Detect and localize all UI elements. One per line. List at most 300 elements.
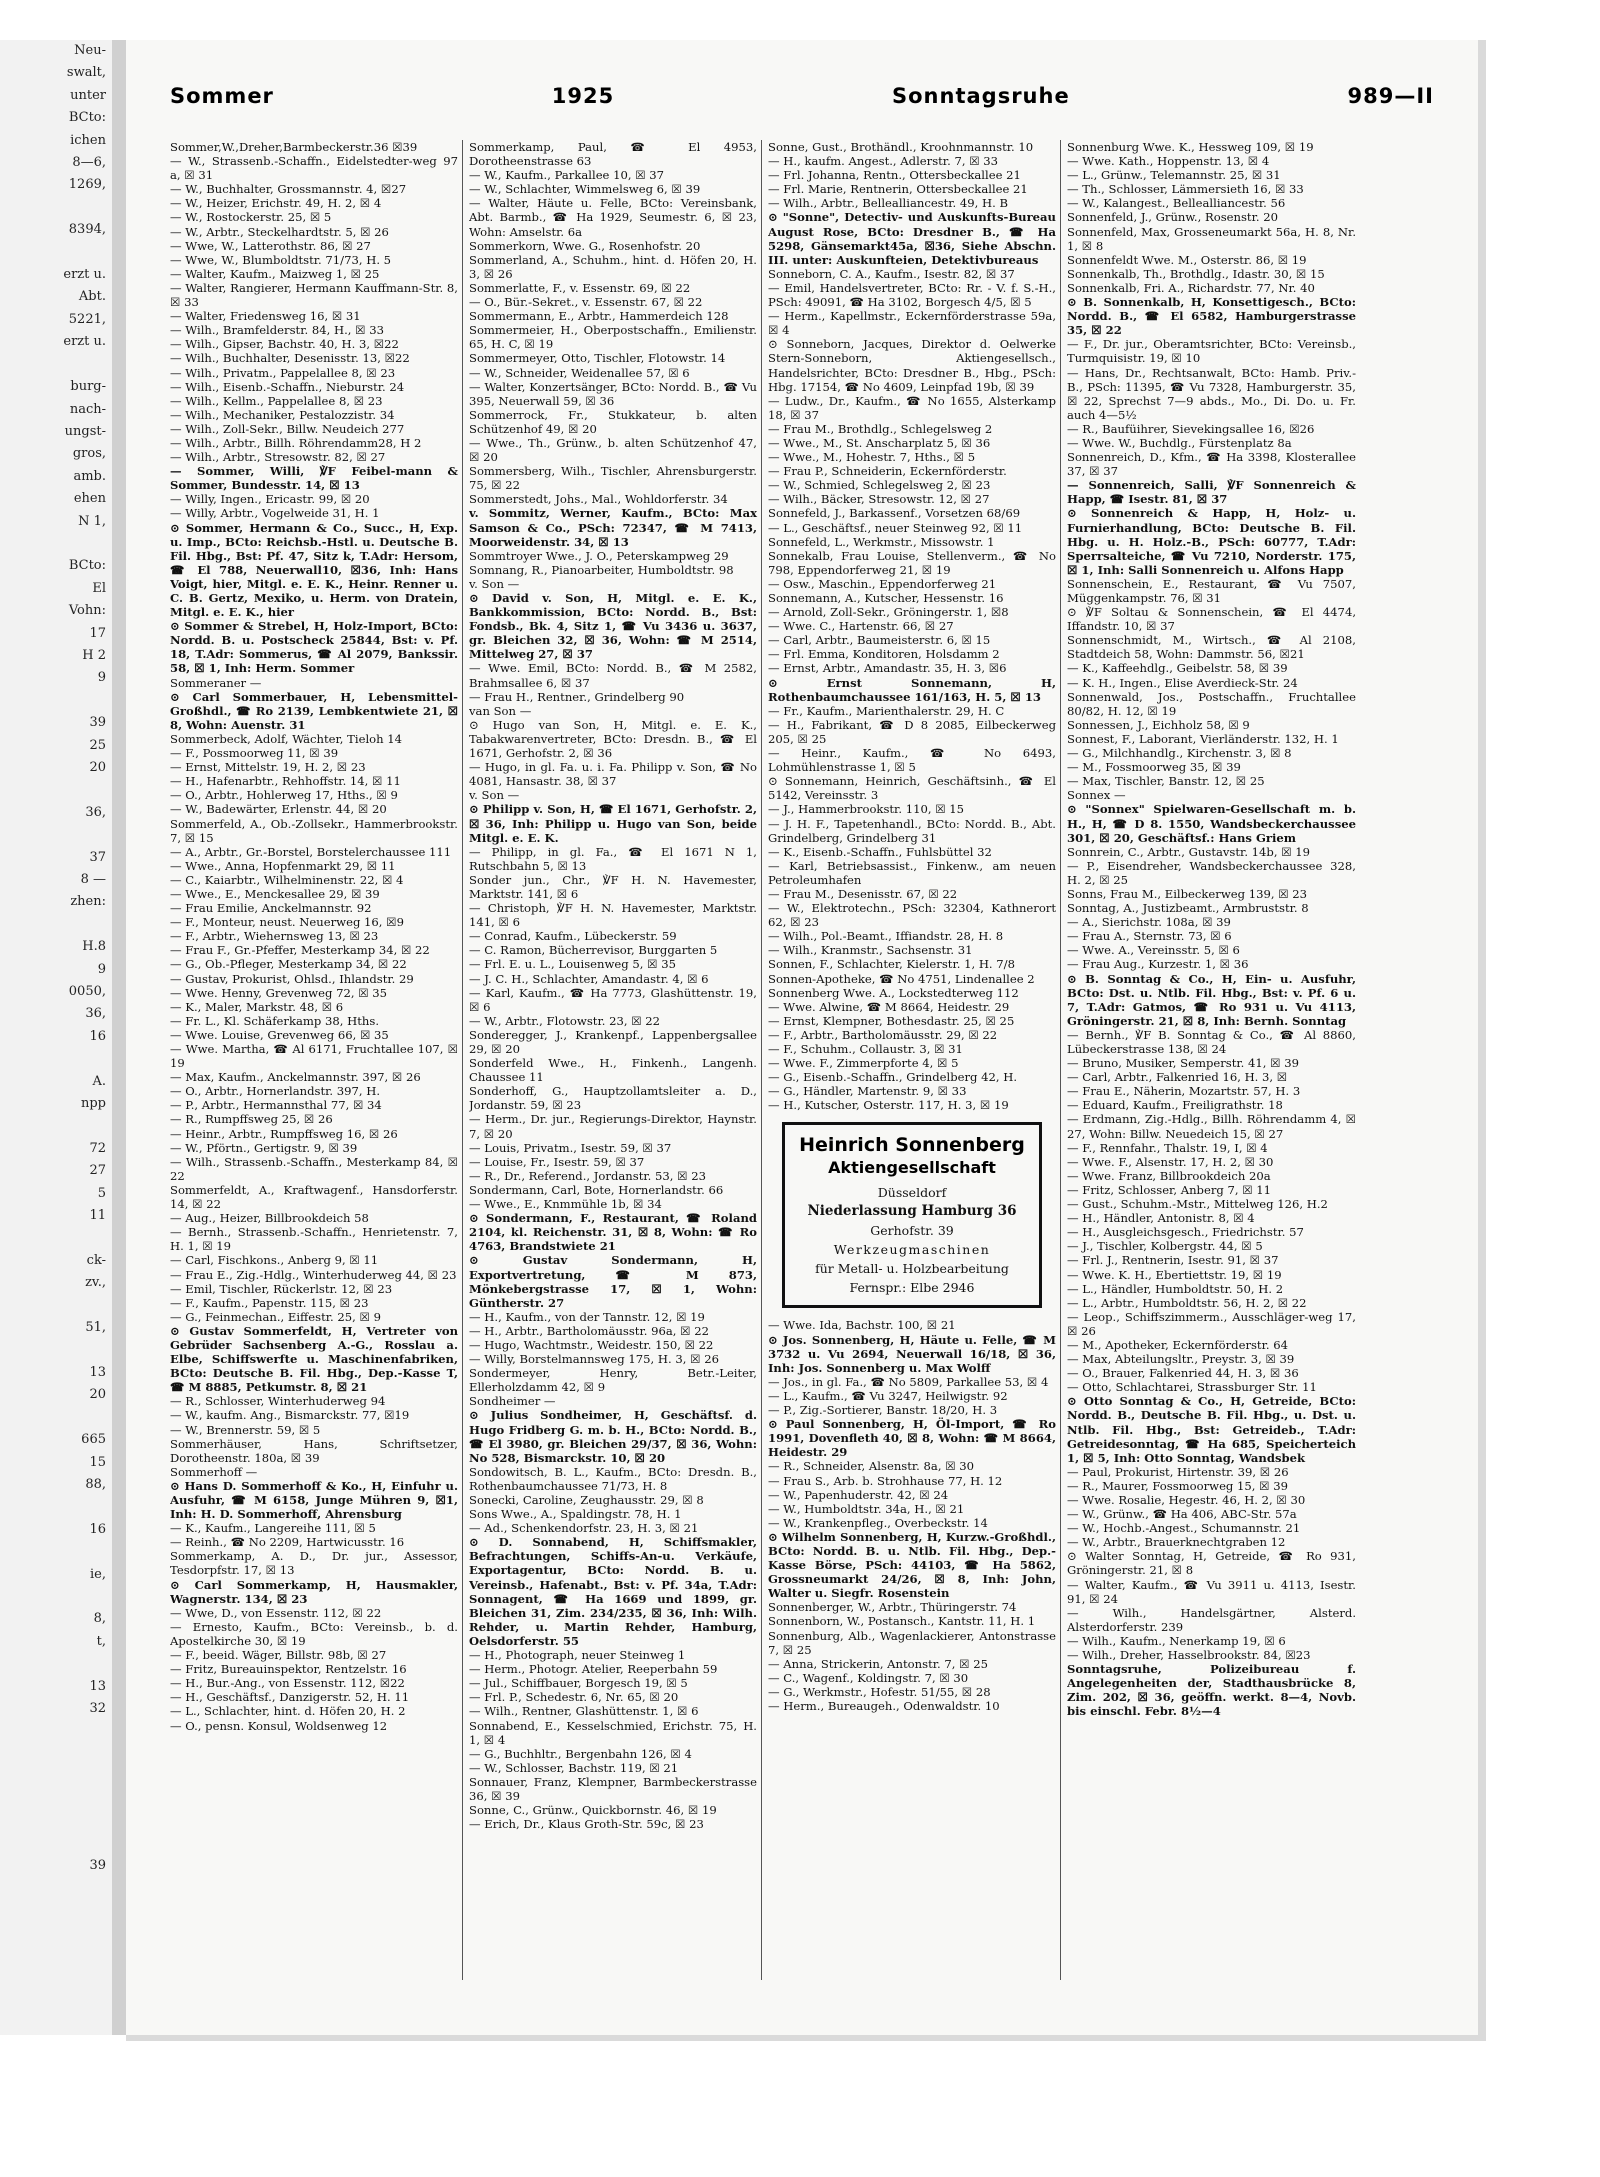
directory-entry: — G., Händler, Martenstr. 9, ☒ 33 (768, 1084, 967, 1099)
left-page-fragment: 32 (89, 1701, 106, 1717)
head-page-number: 989—II (1347, 84, 1434, 108)
directory-entry: Sonnenschein, E., Restaurant, ☎ Vu 7507, Müggenkampstr. 76, ☒ 31 (1067, 576, 1356, 605)
directory-entry: Sommerrock, Fr., Stukkateur, b. alten Schützenhof 49, ☒ 20 (469, 407, 757, 436)
left-page-edge (0, 40, 118, 2035)
directory-entry: — Wwe. Alwine, ☎ M 8664, Heidestr. 29 (768, 999, 1010, 1014)
directory-entry: — W., Heizer, Erichstr. 49, H. 2, ☒ 4 (170, 196, 382, 211)
directory-entry: — F., Monteur, neust. Neuerweg 16, ☒9 (170, 915, 404, 930)
left-page-fragment: Neu- (74, 43, 106, 58)
left-page-fragment: 13 (89, 1678, 106, 1694)
directory-entry: — Willy, Ingen., Ericastr. 99, ☒ 20 (170, 492, 370, 507)
left-page-fragment: 8394, (68, 222, 106, 238)
directory-entry: — Wilh., Kranmstr., Sachsenstr. 31 (768, 943, 973, 958)
directory-entry: — Wwe. Emil, BCto: Nordd. B., ☎ M 2582, Brahmsallee 6, ☒ 37 (469, 661, 757, 690)
directory-entry: — Frau S., Arb. b. Strohhause 77, H. 12 (768, 1473, 1003, 1488)
directory-entry: Sondowitsch, B. L., Kaufm., BCto: Dresdn. B., Rothenbaumchaussee 71/73, H. 8 (469, 1464, 757, 1493)
directory-entry: — G., Ob.-Pfleger, Mesterkamp 34, ☒ 22 (170, 957, 407, 972)
directory-entry: — W., Brennerstr. 59, ☒ 5 (170, 1422, 321, 1437)
directory-entry: — O., pensn. Konsul, Woldsenweg 12 (170, 1718, 388, 1733)
directory-entry: — Otto, Schlachtarei, Strassburger Str. 11 (1067, 1380, 1317, 1395)
directory-entry: — Walter, Häute u. Felle, BCto: Vereinsbank, Abt. Barmb., ☎ Ha 1929, Seumestr. 6, ☒ 23, Wohn: Amselstr. 6a (469, 196, 757, 239)
directory-entry: — Wilh., Eisenb.-Schaffn., Nieburstr. 24 (170, 379, 405, 394)
directory-entry: — Wwe., E., Knmmühle 1b, ☒ 34 (469, 1197, 662, 1212)
directory-entry: — R., Schlosser, Winterhuderweg 94 (170, 1394, 386, 1409)
directory-entry: — Anna, Strickerin, Antonstr. 7, ☒ 25 (768, 1656, 988, 1671)
left-page-fragment: 665 (81, 1432, 106, 1448)
directory-entry: — Wwe. F., Zimmerpforte 4, ☒ 5 (768, 1056, 959, 1071)
left-page-fragment: burg- (70, 379, 106, 395)
directory-page (126, 40, 1486, 2041)
left-page-fragment (0, 1788, 112, 1810)
left-page-fragment: 16 (89, 1521, 106, 1537)
directory-entry: Sonnenburg, Alb., Wagenlackierer, Antonstrasse 7, ☒ 25 (768, 1628, 1056, 1657)
directory-entry: — P., Eisendreher, Wandsbeckerchaussee 328, H. 2, ☒ 25 (1067, 858, 1356, 887)
directory-entry: — H., kaufm. Angest., Adlerstr. 7, ☒ 33 (768, 154, 999, 169)
left-page-fragment: ehen (73, 491, 106, 507)
directory-entry: — Osw., Maschin., Eppendorferweg 21 (768, 576, 997, 591)
directory-entry: — W., Arbtr., Brauerknechtgraben 12 (1067, 1535, 1286, 1550)
left-page-fragment: ck- (86, 1252, 106, 1268)
directory-entry: — F., Schuhm., Collaustr. 3, ☒ 31 (768, 1042, 963, 1056)
directory-entry: — Herm., Dr. jur., Regierungs-Direktor, Haynstr. 7, ☒ 20 (469, 1112, 757, 1141)
left-page-fragment (0, 1765, 112, 1787)
directory-entry: — Frau M., Desenisstr. 67, ☒ 22 (768, 886, 958, 901)
directory-entry: — Fr. L., Kl. Schäferkamp 38, Hths. (170, 1013, 379, 1028)
left-page-fragment: 88, (85, 1477, 106, 1492)
directory-entry: ⊙ ℣F Soltau & Sonnenschein, ☎ El 4474, Iffandstr. 10, ☒ 37 (1067, 605, 1356, 634)
directory-entry: Sommerkorn, Wwe. G., Rosenhofstr. 20 (469, 238, 701, 253)
left-page-fragment: 9 (97, 670, 106, 686)
directory-entry: — R., Schneider, Alsenstr. 8a, ☒ 30 (768, 1459, 975, 1474)
directory-entry: — H., Kaufm., von der Tannstr. 12, ☒ 19 (469, 1309, 705, 1324)
directory-column-1 (170, 140, 463, 1980)
directory-entry: — W., Kalangest., Bellealliancestr. 56 (1067, 196, 1286, 211)
directory-entry: — F., Arbtr., Bartholomäusstr. 29, ☒ 22 (768, 1027, 998, 1042)
directory-entry: Sommerbeck, Adolf, Wächter, Tieloh 14 (170, 731, 403, 746)
ad-usage: für Metall- u. Holzbearbeitung (815, 1261, 1009, 1277)
left-page-fragment: zhen: (70, 894, 106, 910)
directory-entry: Sonder jun., Chr., ℣F H. N. Havemester, Marktstr. 141, ☒ 6 (469, 872, 757, 901)
directory-entry: — Arnold, Zoll-Sekr., Gröningerstr. 1, ☒8 (768, 605, 1009, 620)
directory-entry: — Wwe, W., Blumboldtstr. 71/73, H. 5 (170, 252, 392, 267)
left-page-fragment: ungst- (64, 423, 106, 439)
directory-entry: — Wilh., Rentner, Glashüttenstr. 1, ☒ 6 (469, 1704, 699, 1719)
directory-entry: Sonnest, F., Laborant, Vierländerstr. 132, H. 1 (1067, 731, 1339, 746)
directory-entry: — Fritz, Bureauinspektor, Rentzelstr. 16 (170, 1662, 407, 1677)
ad-product: Werkzeugmaschinen (833, 1242, 991, 1258)
directory-entry: — A., Sierichstr. 108a, ☒ 39 (1067, 915, 1231, 930)
directory-entry: — K., Kaffeehdlg., Geibelstr. 58, ☒ 39 (1067, 661, 1288, 676)
directory-entry: — R., Baufüihrer, Sievekingsallee 16, ☒26 (1067, 421, 1315, 436)
left-page-fragment: 9 (97, 961, 106, 977)
directory-entry: Sonnex — (1067, 788, 1126, 803)
left-page-fragment: t, (96, 1633, 106, 1649)
directory-entry: — Wwe. Ida, Bachstr. 100, ☒ 21 (768, 1318, 956, 1333)
left-page-fragment: 0050, (68, 984, 106, 1000)
directory-entry: Sonnefeld, L., Werkmstr., Missowstr. 1 (768, 534, 995, 549)
left-page-fragment: ie, (90, 1566, 106, 1582)
directory-entry: — W., Humboldtstr. 34a, H., ☒ 21 (768, 1501, 965, 1516)
directory-entry: — Wwe., M., Hohestr. 7, Hths., ☒ 5 (768, 450, 976, 465)
directory-entry: — Fr., Kaufm., Marienthalerstr. 29, H. C (768, 703, 1005, 718)
directory-entry: — L., Schlachter, hint. d. Höfen 20, H. 2 (170, 1704, 406, 1719)
directory-entry: — H., Händler, Antonistr. 8, ☒ 4 (1067, 1211, 1255, 1226)
directory-entry: — Emil, Handelsvertreter, BCto: Rr. - V. f. S.-H., PSch: 49091, ☎ Ha 3102, Borgesch 4/5, ☒ 5 (768, 280, 1056, 310)
directory-entry: — Willy, Borstelmannsweg 175, H. 3, ☒ 26 (469, 1352, 719, 1367)
directory-entry: — Heinr., Kaufm., ☎ No 6493, Lohmühlenstrasse 1, ☒ 5 (768, 746, 1056, 775)
directory-entry: Sons Wwe., A., Spaldingstr. 78, H. 1 (469, 1507, 682, 1522)
left-page-fragment: Abt. (78, 289, 106, 305)
directory-entry: — W., Krankenpfleg., Overbeckstr. 14 (768, 1515, 988, 1530)
directory-entry: ⊙ Hugo van Son, H, Mitgl. e. E. K., Tabakwarenvertreter, BCto: Dresdn. B., ☎ El 1671, Gerhofstr. 2, ☒ 36 (469, 717, 757, 761)
directory-entry: — Wilh., Strassenb.-Schaffn., Mesterkamp 84, ☒ 22 (170, 1154, 458, 1183)
directory-entry: — Wwe, W., Latterothstr. 86, ☒ 27 (170, 238, 371, 253)
directory-entry: — Th., Schlosser, Lämmersieth 16, ☒ 33 (1067, 182, 1304, 197)
directory-entry: Sommerland, A., Schuhm., hint. d. Höfen 20, H. 3, ☒ 26 (469, 252, 757, 281)
directory-entry: — Wwe., Th., Grünw., b. alten Schützenhof 47, ☒ 20 (469, 435, 757, 465)
left-page-fragment (0, 1228, 112, 1250)
directory-entry: — Bernh., ℣F B. Sonntag & Co., ☎ Al 8860, Lübeckerstrasse 138, ☒ 24 (1067, 1027, 1356, 1056)
directory-entry: — H., Ausgleichsgesch., Friedrichstr. 57 (1067, 1225, 1304, 1240)
directory-entry: — Wwe., Anna, Hopfenmarkt 29, ☒ 11 (170, 858, 396, 873)
left-page-fragment: 16 (89, 1028, 106, 1044)
directory-entry-featured: ⊙ "Sonne", Detectiv- und Auskunfts-Bureau August Rose, BCto: Dresdner B., ☎ Ha 5298, Gänsemarkt45a, ☒36, Siehe Abschn. III. unter: Auskunfteien, Detektivbureaus (768, 210, 1056, 267)
directory-entry: — Karl, Betriebsassist., Finkenw., am neuen Petroleumhafen (768, 858, 1056, 887)
directory-entry-featured: ⊙ Hans D. Sommerhoff & Ko., H, Einfuhr u. Ausfuhr, ☎ M 6158, Junge Mühren 9, ☒1, Inh: H. D. Sommerhoff, Ahrensburg (170, 1478, 458, 1522)
directory-entry: Sommersberg, Wilh., Tischler, Ahrensburgerstr. 75, ☒ 22 (469, 464, 757, 493)
directory-entry: — Max, Tischler, Banstr. 12, ☒ 25 (1067, 774, 1265, 789)
directory-entry-featured: ⊙ David v. Son, H, Mitgl. e. E. K., Bankkommission, BCto: Nordd. B., Bst: Fondsb., Bk. 4, Sitz 1, ☎ Vu 3436 u. 3637, gr. Bleichen 32, ☒ 36, Wohn: ☎ M 2514, Mittelweg 27, ☒ 37 (469, 591, 757, 662)
directory-entry: — Frl. E. u. L., Louisenweg 5, ☒ 35 (469, 957, 676, 972)
directory-entry: — J. C. H., Schlachter, Amandastr. 4, ☒ 6 (469, 971, 709, 986)
left-page-fragment: 39 (89, 715, 106, 731)
directory-entry: — Carl, Fischkons., Anberg 9, ☒ 11 (170, 1253, 379, 1268)
directory-entry: — F., Rennfahr., Thalstr. 19, I, ☒ 4 (1067, 1140, 1268, 1155)
left-page-fragment: gros, (72, 446, 106, 462)
directory-entry: — K., Kaufm., Langereihe 111, ☒ 5 (170, 1521, 376, 1536)
directory-entry: — Wilh., Handelsgärtner, Alsterd. Alsterdorferstr. 239 (1067, 1605, 1356, 1634)
directory-entry: — O., Arbtr., Hohlerweg 17, Hths., ☒ 9 (170, 788, 398, 803)
left-page-fragment (0, 1810, 112, 1832)
left-page-fragment: N 1, (78, 513, 106, 529)
left-page-fragment (0, 242, 112, 264)
directory-entry: Sonne, C., Grünw., Quickbornstr. 46, ☒ 19 (469, 1803, 717, 1818)
directory-entry: Sonnefeld, J., Barkassenf., Vorsetzen 68/69 (768, 506, 1021, 521)
directory-entry: — W., Buchhalter, Grossmannstr. 4, ☒27 (170, 182, 407, 197)
directory-entry: — Aug., Heizer, Billbrookdeich 58 (170, 1211, 369, 1226)
directory-entry: — Frau H., Rentner., Grindelberg 90 (469, 689, 685, 704)
directory-entry: — Gust., Schuhm.-Mstr., Mittelweg 126, H.2 (1067, 1197, 1328, 1212)
directory-entry: — Hugo, in gl. Fa. u. i. Fa. Philipp v. Son, ☎ No 4081, Hansastr. 38, ☒ 37 (469, 760, 757, 789)
directory-entry: — Walter, Rangierer, Hermann Kauffmann-Str. 8, ☒ 33 (170, 280, 458, 310)
directory-entry: — L., Grünw., Telemannstr. 25, ☒ 31 (1067, 168, 1281, 183)
directory-entry: — M., Fossmoorweg 35, ☒ 39 (1067, 760, 1241, 775)
directory-entry: — Frau Aug., Kurzestr. 1, ☒ 36 (1067, 957, 1249, 972)
directory-entry: — W., Hochb.-Angest., Schumannstr. 21 (1067, 1521, 1301, 1536)
directory-entry: — O., Arbtr., Hornerlandstr. 397, H. (170, 1084, 381, 1099)
left-page-fragment: 36, (85, 1006, 106, 1022)
directory-entry: — Frl. J., Rentnerin, Isestr. 91, ☒ 37 (1067, 1253, 1279, 1268)
directory-entry: — Wilh., Privatm., Pappelallee 8, ☒ 23 (170, 365, 396, 380)
ad-street: Gerhofstr. 39 (870, 1223, 954, 1239)
directory-entry: — W., Kaufm., Parkallee 10, ☒ 37 (469, 168, 665, 183)
directory-entry: — Carl, Arbtr., Falkenried 16, H. 3, ☒ (1067, 1070, 1288, 1085)
directory-entry: — G., Eisenb.-Schaffn., Grindelberg 42, H. (768, 1070, 1018, 1085)
directory-entry: — Wwe. Martha, ☎ Al 6171, Fruchtallee 107, ☒ 19 (170, 1042, 458, 1071)
directory-entry: — Wwe, D., von Essenstr. 112, ☒ 22 (170, 1605, 382, 1620)
directory-entry: — Herm., Kapellmstr., Eckernförderstrasse 59a, ☒ 4 (768, 309, 1056, 338)
directory-entry: Sommerkamp, Paul, ☎ El 4953, Dorotheenstrasse 63 (469, 140, 757, 169)
left-page-fragment: 17 (89, 625, 106, 641)
directory-entry-featured: ⊙ Sommer & Strebel, H, Holz-Import, BCto: Nordd. B. u. Postscheck 25844, Bst: v. Pf. 18, T.Adr: Sommerus, ☎ Al 2079, Bankssir. 58, ☒ 1, Inh: Herm. Sommer (170, 619, 458, 676)
left-page-fragment (0, 533, 112, 555)
directory-entry: — K., Eisenb.-Schaffn., Fuhlsbüttel 32 (768, 844, 992, 859)
directory-entry: — W., Badewärter, Erlenstr. 44, ☒ 20 (170, 802, 387, 817)
directory-entry: Sonnenschmidt, M., Wirtsch., ☎ Al 2108, Stadtdeich 58, Wohn: Dammstr. 56, ☒21 (1067, 633, 1356, 662)
directory-entry: — Frau M., Brothdlg., Schlegelsweg 2 (768, 421, 993, 436)
directory-entry: — Louis, Privatm., Isestr. 59, ☒ 37 (469, 1140, 672, 1155)
directory-entry: Sonnenborn, W., Postansch., Kantstr. 11, H. 1 (768, 1614, 1036, 1629)
directory-entry: Sonnrein, C., Arbtr., Gustavstr. 14b, ☒ 19 (1067, 844, 1311, 859)
directory-entry: — W., Schlosser, Bachstr. 119, ☒ 21 (469, 1760, 679, 1775)
directory-entry: Sonecki, Caroline, Zeughausstr. 29, ☒ 8 (469, 1493, 704, 1507)
head-surname-range-end: Sonntagsruhe (892, 84, 1070, 108)
left-page-fragment: nach- (69, 401, 106, 417)
left-page-fragment: 8, (93, 1611, 106, 1627)
directory-entry: — Frl. Marie, Rentnerin, Ottersbeckallee 21 (768, 182, 1028, 197)
company-advertisement (782, 1122, 1042, 1308)
left-page-fragment: 5 (97, 1185, 106, 1201)
left-page-fragment (0, 1116, 112, 1138)
directory-entry: — R., Maurer, Fossmoorweg 15, ☒ 39 (1067, 1478, 1288, 1493)
directory-entry-featured: Sonntagsruhe, Polizeibureau f. Angelegenheiten der, Stadthausbrücke 8, Zim. 202, ☒ 36, geöffn. werkt. 8—4, Novb. bis einschl. Febr. 8½—4 (1067, 1662, 1356, 1719)
directory-entry: Sonnenkalb, Fri. A., Richardstr. 77, Nr. 40 (1067, 280, 1315, 295)
directory-entry: — Christoph, ℣F H. N. Havemester, Marktstr. 141, ☒ 6 (469, 901, 757, 930)
left-page-fragment (0, 354, 112, 376)
left-page-fragment: 37 (89, 849, 106, 865)
left-page-fragment: 15 (89, 1454, 106, 1470)
directory-entry: Sommtroyer Wwe., J. O., Peterskampweg 29 (469, 548, 729, 563)
directory-entry-featured: v. Sommitz, Werner, Kaufm., BCto: Max Samson & Co., PSch: 72347, ☎ M 7413, Moorweidenstr. 34, ☒ 13 (469, 506, 757, 549)
left-page-fragment: BCto: (68, 110, 106, 126)
left-page-fragment: erzt u. (63, 334, 106, 350)
directory-entry-featured: ⊙ Sonnenreich & Happ, H, Holz- u. Furnierhandlung, BCto: Deutsche B. Fil. Hbg. u. H. Holz.-B., PSch: 60777, T.Adr: Sperrsalteiche, ☎ Vu 7210, Norderstr. 175, ☒ 1, Inh: Salli Sonnenreich u. Alfons Happ (1067, 506, 1356, 577)
directory-entry: — Wilh., Arbtr., Bellealliancestr. 49, H. B (768, 196, 1009, 211)
directory-entry: — Hugo, Wachtmstr., Weidestr. 150, ☒ 22 (469, 1337, 714, 1352)
directory-entry: — Wilh., Arbtr., Stresowstr. 82, ☒ 27 (170, 450, 386, 465)
directory-entry: — H., Hafenarbtr., Rehhoffstr. 14, ☒ 11 (170, 774, 401, 789)
directory-entry: — Erdmann, Zig.-Hdlg., Billh. Röhrendamm 4, ☒ 27, Wohn: Billw. Neuedeich 15, ☒ 27 (1067, 1112, 1356, 1141)
left-page-fragment (0, 1833, 112, 1855)
directory-entry: — Ludw., Dr., Kaufm., ☎ No 1655, Alsterkamp 18, ☒ 37 (768, 393, 1056, 422)
directory-entry: Sommeraner — (170, 675, 262, 690)
directory-entry: Sonns, Frau M., Eilbeckerweg 139, ☒ 23 (1067, 886, 1308, 901)
left-page-fragment (0, 779, 112, 801)
directory-entry: — Wilh., Arbtr., Billh. Röhrendamm28, H 2 (170, 435, 422, 450)
left-page-fragment: H 2 (82, 647, 106, 663)
left-page-fragment (0, 1586, 112, 1608)
directory-entry: — Wilh., Zoll-Sekr., Billw. Neudeich 277 (170, 421, 405, 436)
directory-entry: Sonnenberger, W., Arbtr., Thüringerstr. 74 (768, 1600, 1017, 1615)
directory-entry: — Louise, Fr., Isestr. 59, ☒ 37 (469, 1154, 645, 1169)
left-page-fragment: El (92, 580, 106, 596)
directory-entry: — Wilh., Bäcker, Stresowstr. 12, ☒ 27 (768, 492, 990, 507)
directory-entry: — W., Rostockerstr. 25, ☒ 5 (170, 210, 332, 225)
directory-entry: — Bernh., Strassenb.-Schaffn., Henrietenstr. 7, H. 1, ☒ 19 (170, 1225, 458, 1254)
directory-entry: — Wilh., Pol.-Beamt., Iffiandstr. 28, H. 8 (768, 929, 1004, 944)
directory-entry: — Bruno, Musiker, Semperstr. 41, ☒ 39 (1067, 1056, 1299, 1071)
directory-entry: — W., kaufm. Ang., Bismarckstr. 77, ☒19 (170, 1408, 410, 1423)
directory-entry: — H., Geschäftsf., Danzigerstr. 52, H. 11 (170, 1690, 410, 1705)
left-page-fragment (0, 690, 112, 712)
directory-entry: Sonnessen, J., Eichholz 58, ☒ 9 (1067, 717, 1250, 732)
directory-entry: — H., Photograph, neuer Steinweg 1 (469, 1648, 686, 1663)
directory-entry: ⊙ Sonnemann, Heinrich, Geschäftsinh., ☎ El 5142, Vereinsstr. 3 (768, 774, 1056, 803)
directory-entry: — F., beeid. Wäger, Billstr. 98b, ☒ 27 (170, 1648, 387, 1663)
directory-entry-featured: ⊙ Wilhelm Sonnenberg, H, Kurzw.-Großhdl., BCto: Nordd. B. u. Ntlb. Fil. Hbg., Dep.-Kasse Börse, PSch: 44103, ☎ Ha 5862, Grossneumarkt 24/26, ☒ 8, Inh: John, Walter u. Siegfr. Rosenstein (768, 1529, 1056, 1601)
directory-entry: — Reinh., ☎ No 2209, Hartwicusstr. 16 (170, 1535, 405, 1550)
directory-entry-featured: ⊙ D. Sonnabend, H, Schiffsmakler, Befrachtungen, Schiffs-An-u. Verkäufe, Exportagentur, BCto: Nordd. B. u. Vereinsb., Hafenabt., Bst: v. Pf. 34a, T.Adr: Sonnagent, ☎ Ha 1669 und 1899, gr. Bleichen 31, Zim. 234/235, ☒ 36, Inh: Wilh. Rehder, u. Martin Rehder, Hamburg, Oelsdorferstr. 55 (469, 1535, 757, 1648)
directory-entry: — Philipp, in gl. Fa., ☎ El 1671 N 1, Rutschbahn 5, ☒ 13 (469, 844, 757, 873)
directory-entry: Sondermeyer, Henry, Betr.-Leiter, Ellerholzdamm 42, ☒ 9 (469, 1366, 757, 1395)
directory-entry: ⊙ Sonneborn, Jacques, Direktor d. Oelwerke Stern-Sonneborn, Aktiengesellsch., Handelsrichter, BCto: Dresdner B., Hbg., PSch: Hbg. 17154, ☎ No 4609, Leinpfad 19b, ☒ 39 (768, 337, 1056, 394)
directory-entry: — M., Apotheker, Eckernförderstr. 64 (1067, 1337, 1288, 1352)
directory-entry: — O., Bür.-Sekret., v. Essenstr. 67, ☒ 22 (469, 295, 703, 310)
left-page-fragment: 20 (89, 760, 106, 775)
directory-entry: — A., Arbtr., Gr.-Borstel, Borstelerchaussee 111 (170, 844, 452, 859)
directory-entry: — C., Wagenf., Koldingstr. 7, ☒ 30 (768, 1670, 969, 1685)
directory-entry: ⊙ Walter Sonntag, H, Getreide, ☎ Ro 931, Gröningerstr. 21, ☒ 8 (1067, 1549, 1356, 1578)
left-page-fragment: 25 (89, 737, 106, 753)
directory-entry: — Wwe. C., Hartenstr. 66, ☒ 27 (768, 619, 954, 634)
left-page-fragment: A. (92, 1073, 106, 1089)
left-page-fragment (0, 824, 112, 846)
directory-entry: — Wwe., M., St. Anscharplatz 5, ☒ 36 (768, 435, 991, 450)
directory-entry: Sonnenfeld, J., Grünw., Rosenstr. 20 (1067, 210, 1278, 225)
directory-entry-featured: ⊙ B. Sonnenkalb, H, Konsettigesch., BCto: Nordd. B., ☎ El 6582, Hamburgerstrasse 35, ☒ 22 (1067, 295, 1356, 338)
directory-entry: — Wilh., Buchhalter, Desenisstr. 13, ☒22 (170, 351, 410, 366)
directory-entry: — P., Arbtr., Hermannsthal 77, ☒ 34 (170, 1098, 382, 1113)
directory-entry: — Herm., Photogr. Atelier, Reeperbahn 59 (469, 1662, 718, 1677)
directory-entry: — F., Kaufm., Papenstr. 115, ☒ 23 (170, 1295, 369, 1310)
directory-entry: Somnang, R., Pianoarbeiter, Humboldtstr. 98 (469, 562, 734, 577)
directory-entry: — Wilh., Mechaniker, Pestalozzistr. 34 (170, 407, 395, 422)
directory-entry: — Walter, Kaufm., ☎ Vu 3911 u. 4113, Isestr. 91, ☒ 24 (1067, 1577, 1356, 1606)
directory-entry: Sonneborn, C. A., Kaufm., Isestr. 82, ☒ 37 (768, 266, 1015, 281)
directory-entry-featured: ⊙ Carl Sommerbauer, H, Lebensmittel-Großhdl., ☎ Ro 2139, Lembkentwiete 21, ☒ 8, Wohn: Auenstr. 31 (170, 689, 458, 732)
left-page-fragment: swalt, (66, 65, 106, 81)
directory-entry: Sonnenreich, D., Kfm., ☎ Ha 3398, Klosterallee 37, ☒ 37 (1067, 450, 1356, 479)
directory-entry: — Wwe. Louise, Grevenweg 66, ☒ 35 (170, 1027, 389, 1042)
directory-entry: Sommerhäuser, Hans, Schriftsetzer, Dorotheenstr. 180a, ☒ 39 (170, 1436, 458, 1465)
left-page-fragment: 39 (89, 1857, 106, 1873)
directory-entry: — G., Milchhandlg., Kirchenstr. 3, ☒ 8 (1067, 746, 1292, 761)
left-page-fragment: erzt u. (63, 267, 106, 283)
directory-entry: — G., Feinmechan., Eiffestr. 25, ☒ 9 (170, 1309, 381, 1324)
directory-entry: — Frau A., Sternstr. 73, ☒ 6 (1067, 929, 1232, 944)
directory-entry: — Ad., Schenkendorfstr. 23, H. 3, ☒ 21 (469, 1521, 699, 1536)
directory-entry: — Herm., Bureaugeh., Odenwaldstr. 10 (768, 1699, 1000, 1713)
left-page-fragment: 11 (89, 1208, 106, 1224)
directory-entry: — Wwe. A., Vereinsstr. 5, ☒ 6 (1067, 943, 1240, 958)
directory-entry: — W., Schmied, Schlegelsweg 2, ☒ 23 (768, 478, 991, 493)
page-gutter-shadow (112, 40, 126, 2035)
directory-entry-featured: ⊙ Otto Sonntag & Co., H, Getreide, BCto: Nordd. B., Deutsche B. Fil. Hbg., u. Dst. u. Ntlb. Fil. Hbg., Bst: Getreideb., T.Adr: Getreidesonntag, ☎ Ha 685, Speicherteich 1, ☒ 5, Inh: Otto Sonntag, Wandsbek (1067, 1394, 1356, 1465)
directory-entry-featured: ⊙ Julius Sondheimer, H, Geschäftsf. d. Hugo Fridberg G. m. b. H., BCto: Nordd. B., ☎ El 3980, gr. Bleichen 29/37, ☒ 36, Wohn: No 528, Bismarckstr. 10, ☒ 20 (469, 1408, 757, 1465)
directory-entry: — Wilh., Dreher, Hasselbrookstr. 84, ☒23 (1067, 1648, 1311, 1663)
directory-entry: — Wilh., Gipser, Bachstr. 40, H. 3, ☒22 (170, 337, 399, 352)
directory-entry: Sonnen-Apotheke, ☎ No 4751, Lindenallee 2 (768, 971, 1035, 986)
directory-entry: — Emil, Tischler, Rückerlstr. 12, ☒ 23 (170, 1281, 393, 1296)
directory-entry: — Fritz, Schlosser, Anberg 7, ☒ 11 (1067, 1182, 1272, 1197)
directory-entry: — Frl. Johanna, Rentn., Ottersbeckallee 21 (768, 168, 1021, 183)
left-page-fragment (0, 197, 112, 219)
directory-entry: — Leop., Schiffszimmerm., Ausschläger-weg 17, ☒ 26 (1067, 1309, 1356, 1338)
directory-entry: — W., Grünw., ☎ Ha 406, ABC-Str. 57a (1067, 1507, 1297, 1522)
directory-entry-featured: ⊙ Carl Sommerkamp, H, Hausmakler, Wagnerstr. 134, ☒ 23 (170, 1577, 458, 1606)
directory-entry: — Carl, Arbtr., Baumeisterstr. 6, ☒ 15 (768, 633, 991, 648)
directory-entry: — Eduard, Kaufm., Freiligrathstr. 18 (1067, 1098, 1283, 1113)
directory-entry: — H., Fabrikant, ☎ D 8 2085, Eilbeckerweg 205, ☒ 25 (768, 717, 1056, 746)
directory-entry: Sonnauer, Franz, Klempner, Barmbeckerstrasse 36, ☒ 39 (469, 1774, 757, 1803)
left-page-fragment: 20 (89, 1387, 106, 1403)
directory-entry: Sommerlatte, F., v. Essenstr. 69, ☒ 22 (469, 280, 691, 295)
directory-entry: Sommerkamp, A. D., Dr. jur., Assessor, Tesdorpfstr. 17, ☒ 13 (170, 1549, 458, 1578)
directory-columns (170, 140, 1360, 1980)
directory-entry: — F., Arbtr., Wiehernsweg 13, ☒ 23 (170, 929, 379, 944)
directory-entry: Sommerfeld, A., Ob.-Zollsekr., Hammerbrookstr. 7, ☒ 15 (170, 816, 458, 845)
directory-entry: — L., Händler, Humboldtstr. 50, H. 2 (1067, 1281, 1284, 1296)
directory-entry: — Heinr., Arbtr., Rumpffsweg 16, ☒ 26 (170, 1126, 398, 1141)
directory-entry-featured: ⊙ B. Sonntag & Co., H, Ein- u. Ausfuhr, BCto: Dst. u. Ntlb. Fil. Hbg., Bst: v. Pf. 6 u. 7, T.Adr: Gatmos, ☎ Ro 931 u. Vu 4113, Gröningerstr. 21, ☒ 8, Inh: Bernh. Sonntag (1067, 971, 1356, 1028)
directory-entry: — F., Possmoorweg 11, ☒ 39 (170, 746, 339, 761)
left-page-fragment: 8 — (80, 872, 106, 888)
directory-entry: Sommermeyer, Otto, Tischler, Flotowstr. 14 (469, 351, 726, 366)
directory-entry: — Max, Kaufm., Anckelmannstr. 397, ☒ 26 (170, 1070, 421, 1085)
directory-entry: — Wwe. Kath., Hoppenstr. 13, ☒ 4 (1067, 154, 1270, 169)
directory-entry: Sonnenberg Wwe. A., Lockstedterweg 112 (768, 985, 1019, 1000)
left-page-fragment: BCto: (68, 558, 106, 574)
head-year: 1925 (551, 84, 615, 108)
directory-entry: — Karl, Kaufm., ☎ Ha 7773, Glashüttenstr. 19, ☒ 6 (469, 985, 757, 1014)
left-page-fragment: 13 (89, 1364, 106, 1380)
directory-entry-featured: ⊙ "Sonnex" Spielwaren-Gesellschaft m. b. H., H, ☎ D 8. 1550, Wandsbeckerchaussee 301, ☒ 20, Geschäftsf.: Hans Griem (1067, 802, 1356, 845)
directory-entry: Sonnemann, A., Kutscher, Hessenstr. 16 (768, 591, 1004, 605)
left-page-fragment (0, 1653, 112, 1675)
directory-entry: — Frau E., Zig.-Hdlg., Winterhuderweg 44, ☒ 23 (170, 1267, 457, 1282)
directory-entry: — Wwe. K. H., Ebertiettstr. 19, ☒ 19 (1067, 1267, 1282, 1282)
directory-entry: — Wwe. F., Alsenstr. 17, H. 2, ☒ 30 (1067, 1154, 1274, 1169)
directory-entry-featured: ⊙ Jos. Sonnenberg, H, Häute u. Felle, ☎ M 3732 u. Vu 2694, Neuerwall 16/18, ☒ 36, Inh: Jos. Sonnenberg u. Max Wolff (768, 1332, 1056, 1375)
directory-entry: v. Son — (469, 576, 520, 591)
directory-entry: — R., Rumpffsweg 25, ☒ 26 (170, 1112, 333, 1127)
directory-entry: — Wwe. W., Buchdlg., Fürstenplatz 8a (1067, 435, 1292, 450)
directory-entry: — Walter, Kaufm., Maizweg 1, ☒ 25 (170, 266, 380, 281)
left-page-fragment (0, 1743, 112, 1765)
left-page-fragment: Vohn: (68, 603, 106, 619)
left-page-fragment (0, 1407, 112, 1429)
directory-entry: — H., Kutscher, Osterstr. 117, H. 3, ☒ 19 (768, 1098, 1009, 1113)
directory-entry: — C., Kaiarbtr., Wilhelminenstr. 22, ☒ 4 (170, 872, 404, 887)
directory-entry-featured: — Sommer, Willi, ℣F Feibel-mann & Sommer, Bundesstr. 14, ☒ 13 (170, 464, 458, 493)
ad-company-name: Heinrich Sonnenberg (799, 1134, 1025, 1157)
directory-entry: — C. Ramon, Bücherrevisor, Burggarten 5 (469, 943, 718, 958)
left-page-fragment: zv., (85, 1275, 106, 1291)
left-page-fragment (0, 1496, 112, 1518)
directory-entry-featured: ⊙ Sommer, Hermann & Co., Succ., H, Exp. u. Imp., BCto: Reichsb.-Hstl. u. Deutsche B. Fil. Hbg., Bst: Pf. 47, Sitz k, T.Adr: Hersom, ☎ El 788, Neuerwall10, ☒36, Inh: Hans Voigt, hier, Mitgl. e. E. K., Heinr. Renner u. C. B. Gertz, Mexiko, u. Herm. von Dratein, Mitgl. e. E. K., hier (170, 520, 458, 620)
directory-entry: — G., Buchhltr., Bergenbahn 126, ☒ 4 (469, 1746, 692, 1761)
left-page-fragment (0, 1541, 112, 1563)
